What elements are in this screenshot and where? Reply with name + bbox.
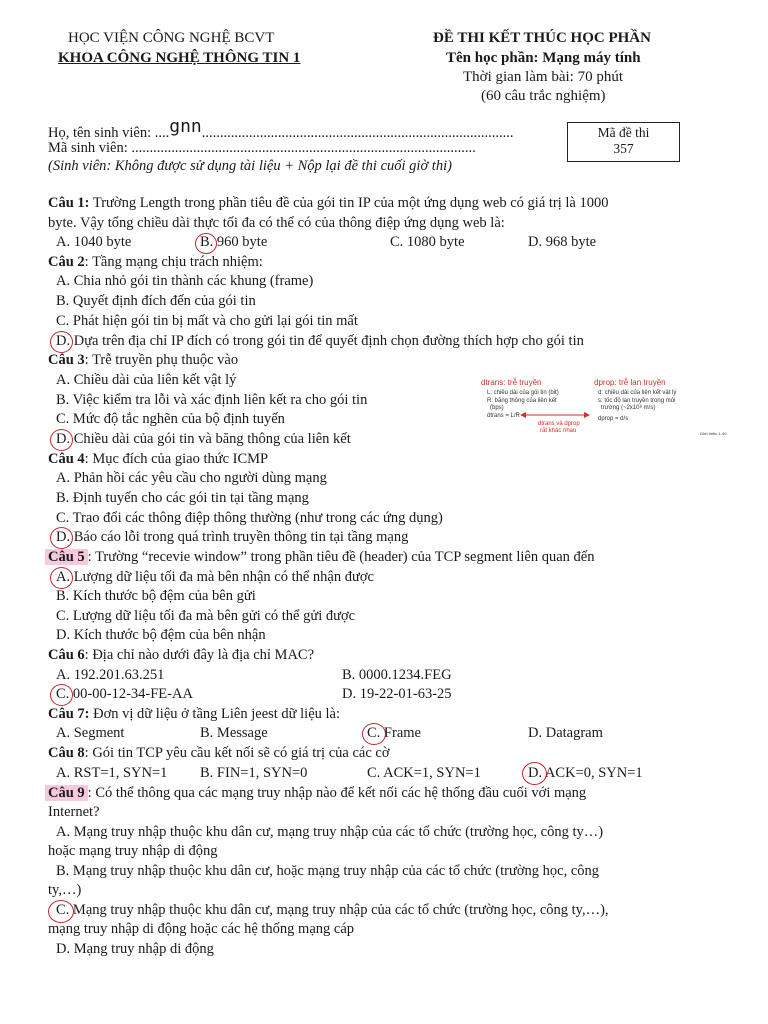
question-9-text-line2: Internet? xyxy=(48,804,100,820)
q7-option-b: B. Message xyxy=(200,725,268,741)
q8-option-d: D. ACK=0, SYN=1 xyxy=(528,765,643,781)
question-2-label: Câu 2 xyxy=(48,254,85,270)
q9-option-b-cont: ty,…) xyxy=(48,882,82,898)
question-3-text: : Trễ truyền phụ thuộc vào xyxy=(84,352,239,368)
q4-option-a: A. Phản hồi các yêu cầu cho người dùng mạng xyxy=(56,470,327,486)
q7-option-d: D. Datagram xyxy=(528,725,603,741)
question-5 xyxy=(48,549,594,566)
inset-tiny-caption: Giới thiệu 1-40 xyxy=(700,431,727,436)
q8-option-c: C. ACK=1, SYN=1 xyxy=(367,765,481,781)
student-name-label: Họ, tên sinh viên: .... xyxy=(48,125,170,141)
question-6 xyxy=(48,647,314,664)
q4-option-c: C. Trao đổi các thông điệp thông thường (như trong các ứng dụng) xyxy=(56,510,443,526)
student-name-dots: ...................................................................................... xyxy=(201,125,514,141)
student-note: (Sinh viên: Không được sử dụng tài liệu + Nộp lại đề thi cuối giờ thi) xyxy=(48,158,452,174)
q6-option-d: D. 19-22-01-63-25 xyxy=(342,686,452,702)
q8-option-b: B. FIN=1, SYN=0 xyxy=(200,765,308,781)
question-6-text: : Địa chỉ nào dưới đây là địa chỉ MAC? xyxy=(84,647,315,663)
question-3 xyxy=(48,352,238,369)
q2-option-c: C. Phát hiện gói tin bị mất và cho gửi lại gói tin mất xyxy=(56,313,358,329)
q9-option-d: D. Mạng truy nhập di động xyxy=(56,941,214,957)
q5-option-c: C. Lượng dữ liệu tối đa mà bên gửi có thể gửi được xyxy=(56,608,356,624)
question-4-label: Câu 4 xyxy=(48,451,85,467)
inset-arrow xyxy=(520,408,590,422)
q4-option-d: D. Báo cáo lỗi trong quá trình truyền thông tin tại tầng mạng xyxy=(56,529,409,545)
exam-duration: Thời gian làm bài: 70 phút xyxy=(463,69,623,85)
exam-code-value: 357 xyxy=(613,141,634,156)
q5-option-a: A. Lượng dữ liệu tối đa mà bên nhận có thể nhận được xyxy=(56,569,374,585)
inset-left-title: dtrans: trễ truyền xyxy=(481,378,542,387)
answer-circle-q4 xyxy=(50,527,73,549)
faculty-name: KHOA CÔNG NGHỆ THÔNG TIN 1 xyxy=(58,50,301,66)
q2-option-b: B. Quyết định đích đến của gói tin xyxy=(56,293,256,309)
answer-circle-q5 xyxy=(50,567,73,589)
q1-option-a: A. 1040 byte xyxy=(56,234,132,250)
question-8 xyxy=(48,745,390,762)
question-3-label: Câu 3 xyxy=(48,352,85,368)
question-7-label: Câu 7: xyxy=(48,706,90,722)
question-1-label: Câu 1: xyxy=(48,195,90,211)
question-2-text: : Tầng mạng chịu trách nhiệm: xyxy=(84,254,263,270)
question-5-label: Câu 5 xyxy=(45,549,88,565)
question-1-text-line2: byte. Vậy tổng chiều dài thực tối đa có thể có của thông điệp ứng dụng web là: xyxy=(48,215,505,231)
inset-left-bullet-3: dtrans = L/R xyxy=(487,413,520,419)
student-id-field xyxy=(48,140,551,157)
q6-option-a: A. 192.201.63.251 xyxy=(56,667,165,683)
q2-option-a: A. Chia nhỏ gói tin thành các khung (frame) xyxy=(56,273,314,289)
question-9-text: : Có thể thông qua các mạng truy nhập nào để kết nối các hệ thống đầu cuối với mạng xyxy=(87,785,587,801)
q3-option-b: B. Việc kiểm tra lỗi và xác định liên kết ra cho gói tin xyxy=(56,392,368,408)
inset-middle-line-1: dtrans và dprop xyxy=(538,421,580,427)
question-9-label: Câu 9 xyxy=(45,785,88,801)
exam-code-label: Mã đề thi xyxy=(597,125,650,140)
student-name-handwritten: gnn xyxy=(169,116,202,137)
inset-right-bullet-3: dprop = d/s xyxy=(598,416,629,422)
q1-option-b: B. 960 byte xyxy=(200,234,268,250)
answer-circle-q2 xyxy=(50,331,73,353)
inset-right-bullet-1: d: chiều dài của liên kết vật lý xyxy=(598,390,677,396)
answer-circle-q6 xyxy=(50,684,73,706)
inset-right-bullet-2b: trường (~2x10⁸ m/s) xyxy=(601,405,656,411)
inset-left-bullet-1: L: chiều dài của gói tin (bit) xyxy=(487,390,559,396)
q3-option-d: D. Chiều dài của gói tin và băng thông của liên kết xyxy=(56,431,351,447)
q5-option-d: D. Kích thước bộ đệm của bên nhận xyxy=(56,627,266,643)
q4-option-b: B. Định tuyến cho các gói tin tại tầng mạng xyxy=(56,490,309,506)
q9-option-c: C. Mạng truy nhập thuộc khu dân cư, mạng truy nhập của các tổ chức (trường học, công ty,…), xyxy=(56,902,609,918)
answer-circle-q3 xyxy=(50,429,73,451)
question-count: (60 câu trắc nghiệm) xyxy=(481,88,606,104)
q2-option-d: D. Dựa trên địa chỉ IP đích có trong gói tin để quyết định chọn đường thích hợp cho gói tin xyxy=(56,333,584,349)
q1-option-c: C. 1080 byte xyxy=(390,234,465,250)
inset-left-bullet-2b: (bps) xyxy=(490,405,504,411)
question-8-label: Câu 8 xyxy=(48,745,85,761)
answer-circle-q8 xyxy=(522,762,547,785)
question-4 xyxy=(48,451,268,468)
student-name-field xyxy=(48,116,552,142)
inset-middle-line-2: rất khác nhau xyxy=(540,428,577,434)
q3-option-a: A. Chiều dài của liên kết vật lý xyxy=(56,372,237,388)
student-id-label: Mã sinh viên: xyxy=(48,140,132,156)
q8-option-a: A. RST=1, SYN=1 xyxy=(56,765,168,781)
q9-option-a-cont: hoặc mạng truy nhập di động xyxy=(48,843,218,859)
q5-option-b: B. Kích thước bộ đệm của bên gửi xyxy=(56,588,256,604)
q7-option-c: C. Frame xyxy=(367,725,421,741)
question-1-text: Trường Length trong phần tiêu đề của gói tin IP của một ứng dụng web có giá trị là 1000 xyxy=(89,195,609,211)
q9-option-b: B. Mạng truy nhập thuộc khu dân cư, hoặc mạng truy nhập của các tổ chức (trường học, công xyxy=(56,863,600,879)
q7-option-a: A. Segment xyxy=(56,725,125,741)
q9-option-c-cont: mạng truy nhập di động hoặc các hệ thống mạng cáp xyxy=(48,921,355,937)
q1-option-d: D. 968 byte xyxy=(528,234,597,250)
inset-left-bullet-2: R: băng thông của liên kết xyxy=(487,398,557,404)
question-4-text: : Mục đích của giao thức ICMP xyxy=(84,451,269,467)
question-8-text: : Gói tin TCP yêu cầu kết nối sẽ có giá trị của các cờ xyxy=(84,745,390,761)
inset-right-bullet-2: s: tốc độ lan truyền trong môi xyxy=(598,398,676,404)
question-7-text: Đơn vị dữ liệu ở tầng Liên jeest dữ liệu là: xyxy=(89,706,341,722)
q6-option-b: B. 0000.1234.FEG xyxy=(342,667,452,683)
answer-circle-q7 xyxy=(362,723,386,745)
course-name: Tên học phần: Mạng máy tính xyxy=(446,50,641,66)
answer-circle-q9 xyxy=(48,900,74,923)
question-2 xyxy=(48,254,263,271)
answer-circle-q1 xyxy=(195,233,217,254)
question-9 xyxy=(48,785,586,802)
question-6-label: Câu 6 xyxy=(48,647,85,663)
exam-code-box xyxy=(567,122,680,162)
exam-title: ĐỀ THI KẾT THÚC HỌC PHẦN xyxy=(433,30,651,46)
question-5-text: : Trường “recevie window” trong phần tiêu đề (header) của TCP segment liên quan đến xyxy=(87,549,595,565)
student-id-dots: ............................................................................................... xyxy=(131,140,476,156)
q9-option-a: A. Mạng truy nhập thuộc khu dân cư, mạng truy nhập của các tổ chức (trường học, công ty…) xyxy=(56,824,604,840)
q3-option-c: C. Mức độ tắc nghẽn của bộ định tuyến xyxy=(56,411,285,427)
institute-name: HỌC VIỆN CÔNG NGHỆ BCVT xyxy=(68,30,275,46)
question-1 xyxy=(48,195,609,212)
question-7 xyxy=(48,706,340,723)
q6-option-c: C. 00-00-12-34-FE-AA xyxy=(56,686,193,702)
inset-right-title: dprop: trễ lan truyền xyxy=(594,378,666,387)
